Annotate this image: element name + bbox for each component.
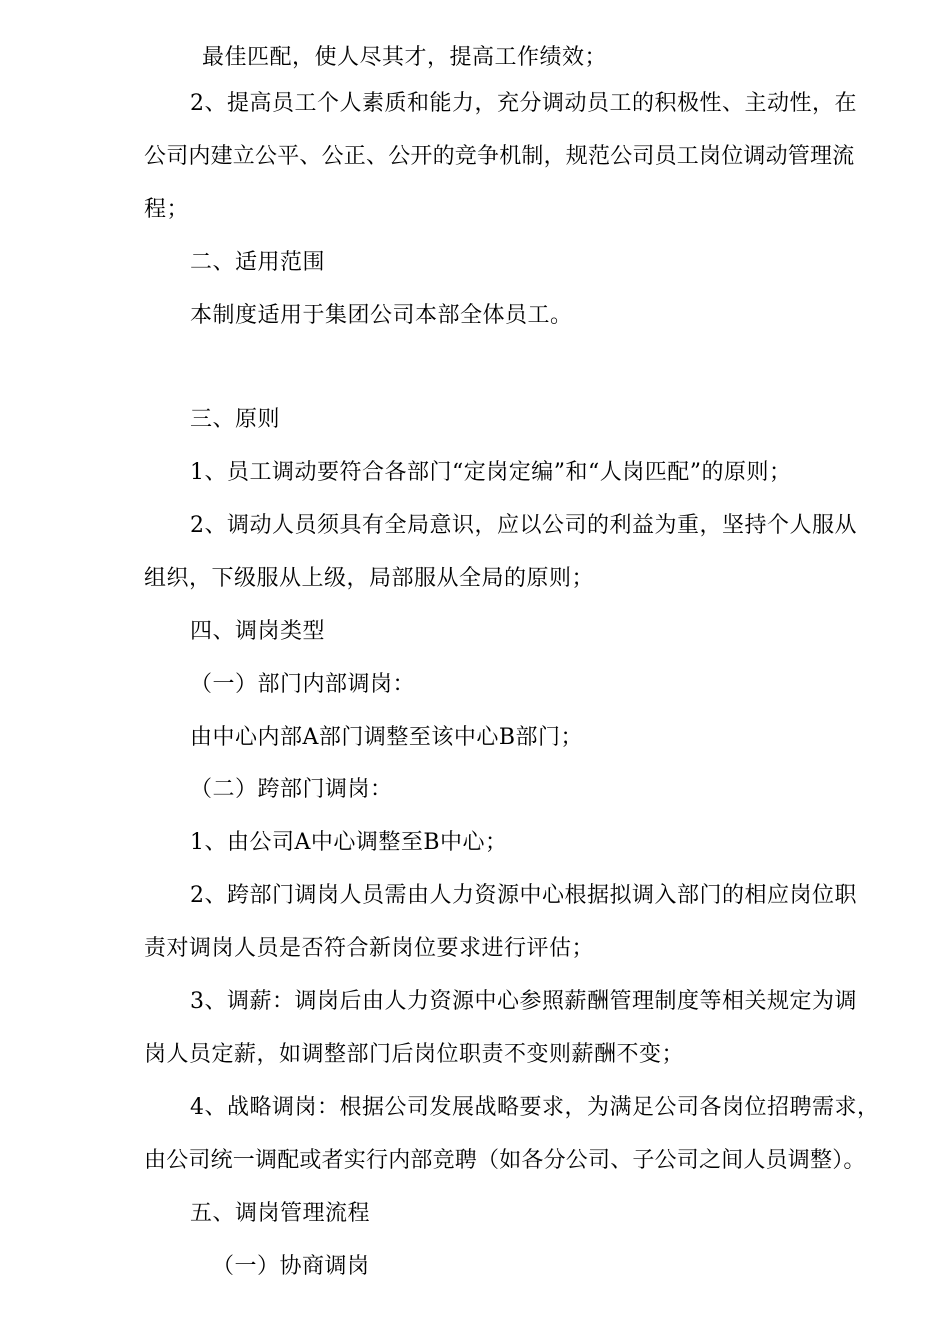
paragraph-line: 1、由公司A中心调整至B中心； [190,830,508,855]
paragraph-line: 本制度适用于集团公司本部全体员工。 [190,303,573,328]
section-heading: 三、原则 [190,407,281,432]
paragraph-line: 程； [144,197,190,222]
paragraph-line: 2、提高员工个人素质和能力，充分调动员工的积极性、主动性，在 [190,91,857,116]
paragraph-line: 岗人员定薪，如调整部门后岗位职责不变则薪酬不变； [144,1042,685,1067]
paragraph-line: 3、调薪：调岗后由人力资源中心参照薪酬管理制度等相关规定为调 [190,989,857,1014]
paragraph-line: 2、跨部门调岗人员需由人力资源中心根据拟调入部门的相应岗位职 [190,883,857,908]
paragraph-line: 公司内建立公平、公正、公开的竞争机制，规范公司员工岗位调动管理流 [144,144,855,169]
paragraph-line: 最佳匹配，使人尽其才，提高工作绩效； [202,45,608,70]
section-heading: 五、调岗管理流程 [190,1201,371,1226]
sub-heading: （二）跨部门调岗： [190,777,393,802]
paragraph-line: 4、战略调岗：根据公司发展战略要求，为满足公司各岗位招聘需求， [190,1095,880,1120]
paragraph-line: 由公司统一调配或者实行内部竞聘（如各分公司、子公司之间人员调整）。 [144,1148,866,1173]
paragraph-line: 组织，下级服从上级，局部服从全局的原则； [144,566,595,591]
paragraph-line: 责对调岗人员是否符合新岗位要求进行评估； [144,936,595,961]
sub-heading: （一）协商调岗 [212,1254,370,1279]
paragraph-line: 1、员工调动要符合各部门“定岗定编”和“人岗匹配”的原则； [190,460,792,485]
section-heading: 二、适用范围 [190,250,326,275]
sub-heading: （一）部门内部调岗： [190,672,416,697]
paragraph-line: 由中心内部A部门调整至该中心B部门； [190,725,584,750]
paragraph-line: 2、调动人员须具有全局意识，应以公司的利益为重，坚持个人服从 [190,513,857,538]
section-heading: 四、调岗类型 [190,619,326,644]
